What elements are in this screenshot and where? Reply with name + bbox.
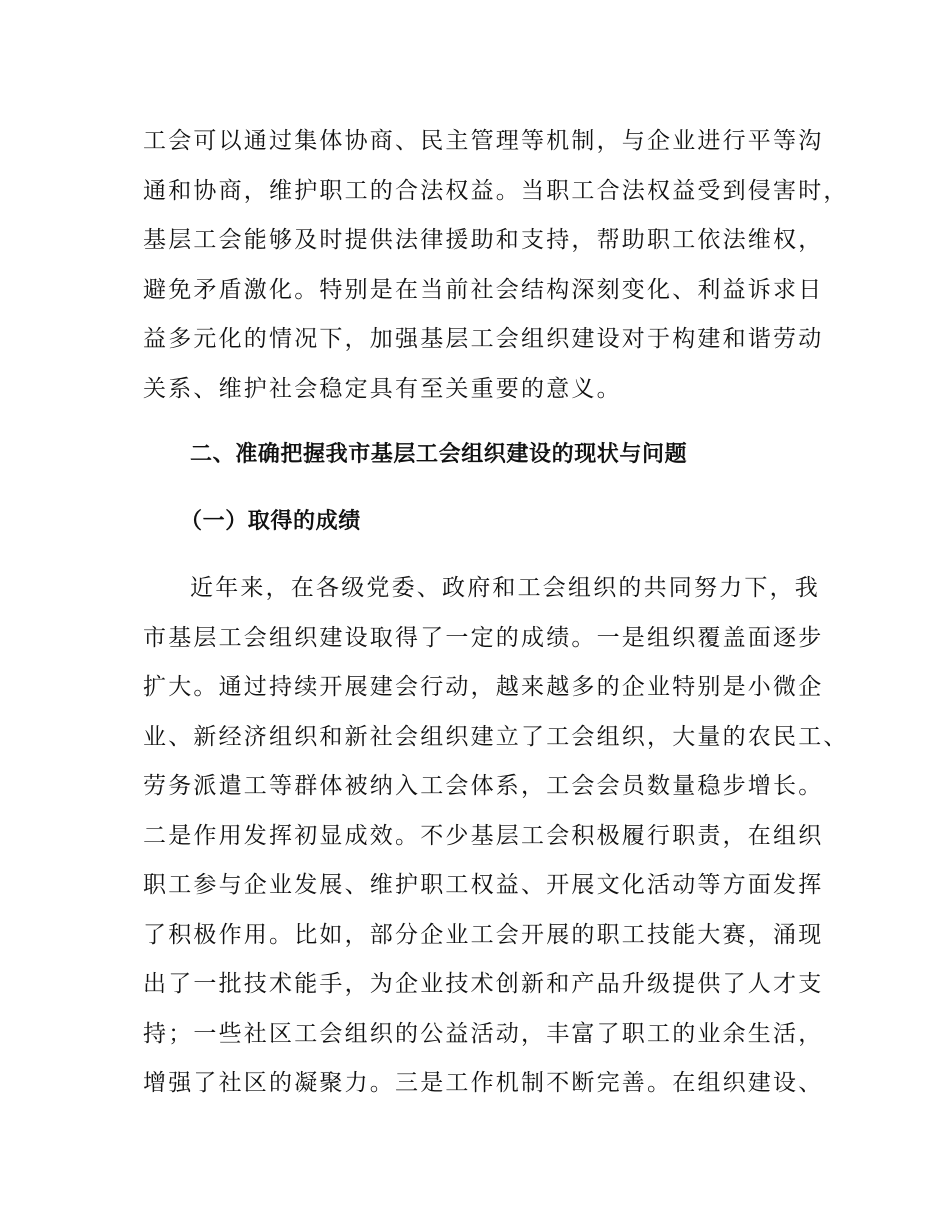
paragraph-2-line-8: 了积极作用。比如，部分企业工会开展的职工技能大赛，涌现 — [143, 922, 824, 948]
paragraph-2-line-1: 近年来，在各级党委、政府和工会组织的共同努力下，我 — [190, 575, 820, 601]
paragraph-1-line-1: 工会可以通过集体协商、民主管理等机制，与企业进行平等沟 — [143, 128, 824, 154]
paragraph-2-line-2: 市基层工会组织建设取得了一定的成绩。一是组织覆盖面逐步 — [143, 625, 824, 651]
paragraph-2-line-11: 增强了社区的凝聚力。三是工作机制不断完善。在组织建设、 — [143, 1070, 824, 1096]
paragraph-2-line-9: 出了一批技术能手，为企业技术创新和产品升级提供了人才支 — [143, 971, 824, 997]
paragraph-2-line-10: 持；一些社区工会组织的公益活动，丰富了职工的业余生活， — [143, 1021, 824, 1047]
paragraph-1-line-3: 基层工会能够及时提供法律援助和支持，帮助职工依法维权， — [143, 227, 824, 253]
paragraph-1-line-2: 通和协商，维护职工的合法权益。当职工合法权益受到侵害时， — [143, 178, 849, 204]
paragraph-1-line-4: 避免矛盾激化。特别是在当前社会结构深刻变化、利益诉求日 — [143, 277, 824, 303]
section-heading: 二、准确把握我市基层工会组织建设的现状与问题 — [190, 442, 688, 467]
paragraph-1-line-5: 益多元化的情况下，加强基层工会组织建设对于构建和谐劳动 — [143, 326, 824, 352]
paragraph-2-line-7: 职工参与企业发展、维护职工权益、开展文化活动等方面发挥 — [143, 872, 824, 898]
paragraph-2-line-3: 扩大。通过持续开展建会行动，越来越多的企业特别是小微企 — [143, 674, 824, 700]
paragraph-2-line-4: 业、新经济组织和新社会组织建立了工会组织，大量的农民工、 — [143, 724, 849, 750]
subsection-heading: （一）取得的成绩 — [180, 509, 361, 534]
paragraph-1-line-6: 关系、维护社会稳定具有至关重要的意义。 — [143, 376, 622, 402]
paragraph-2-line-6: 二是作用发挥初显成效。不少基层工会积极履行职责，在组织 — [143, 823, 824, 849]
paragraph-2-line-5: 劳务派遣工等群体被纳入工会体系，工会会员数量稳步增长。 — [143, 773, 824, 799]
